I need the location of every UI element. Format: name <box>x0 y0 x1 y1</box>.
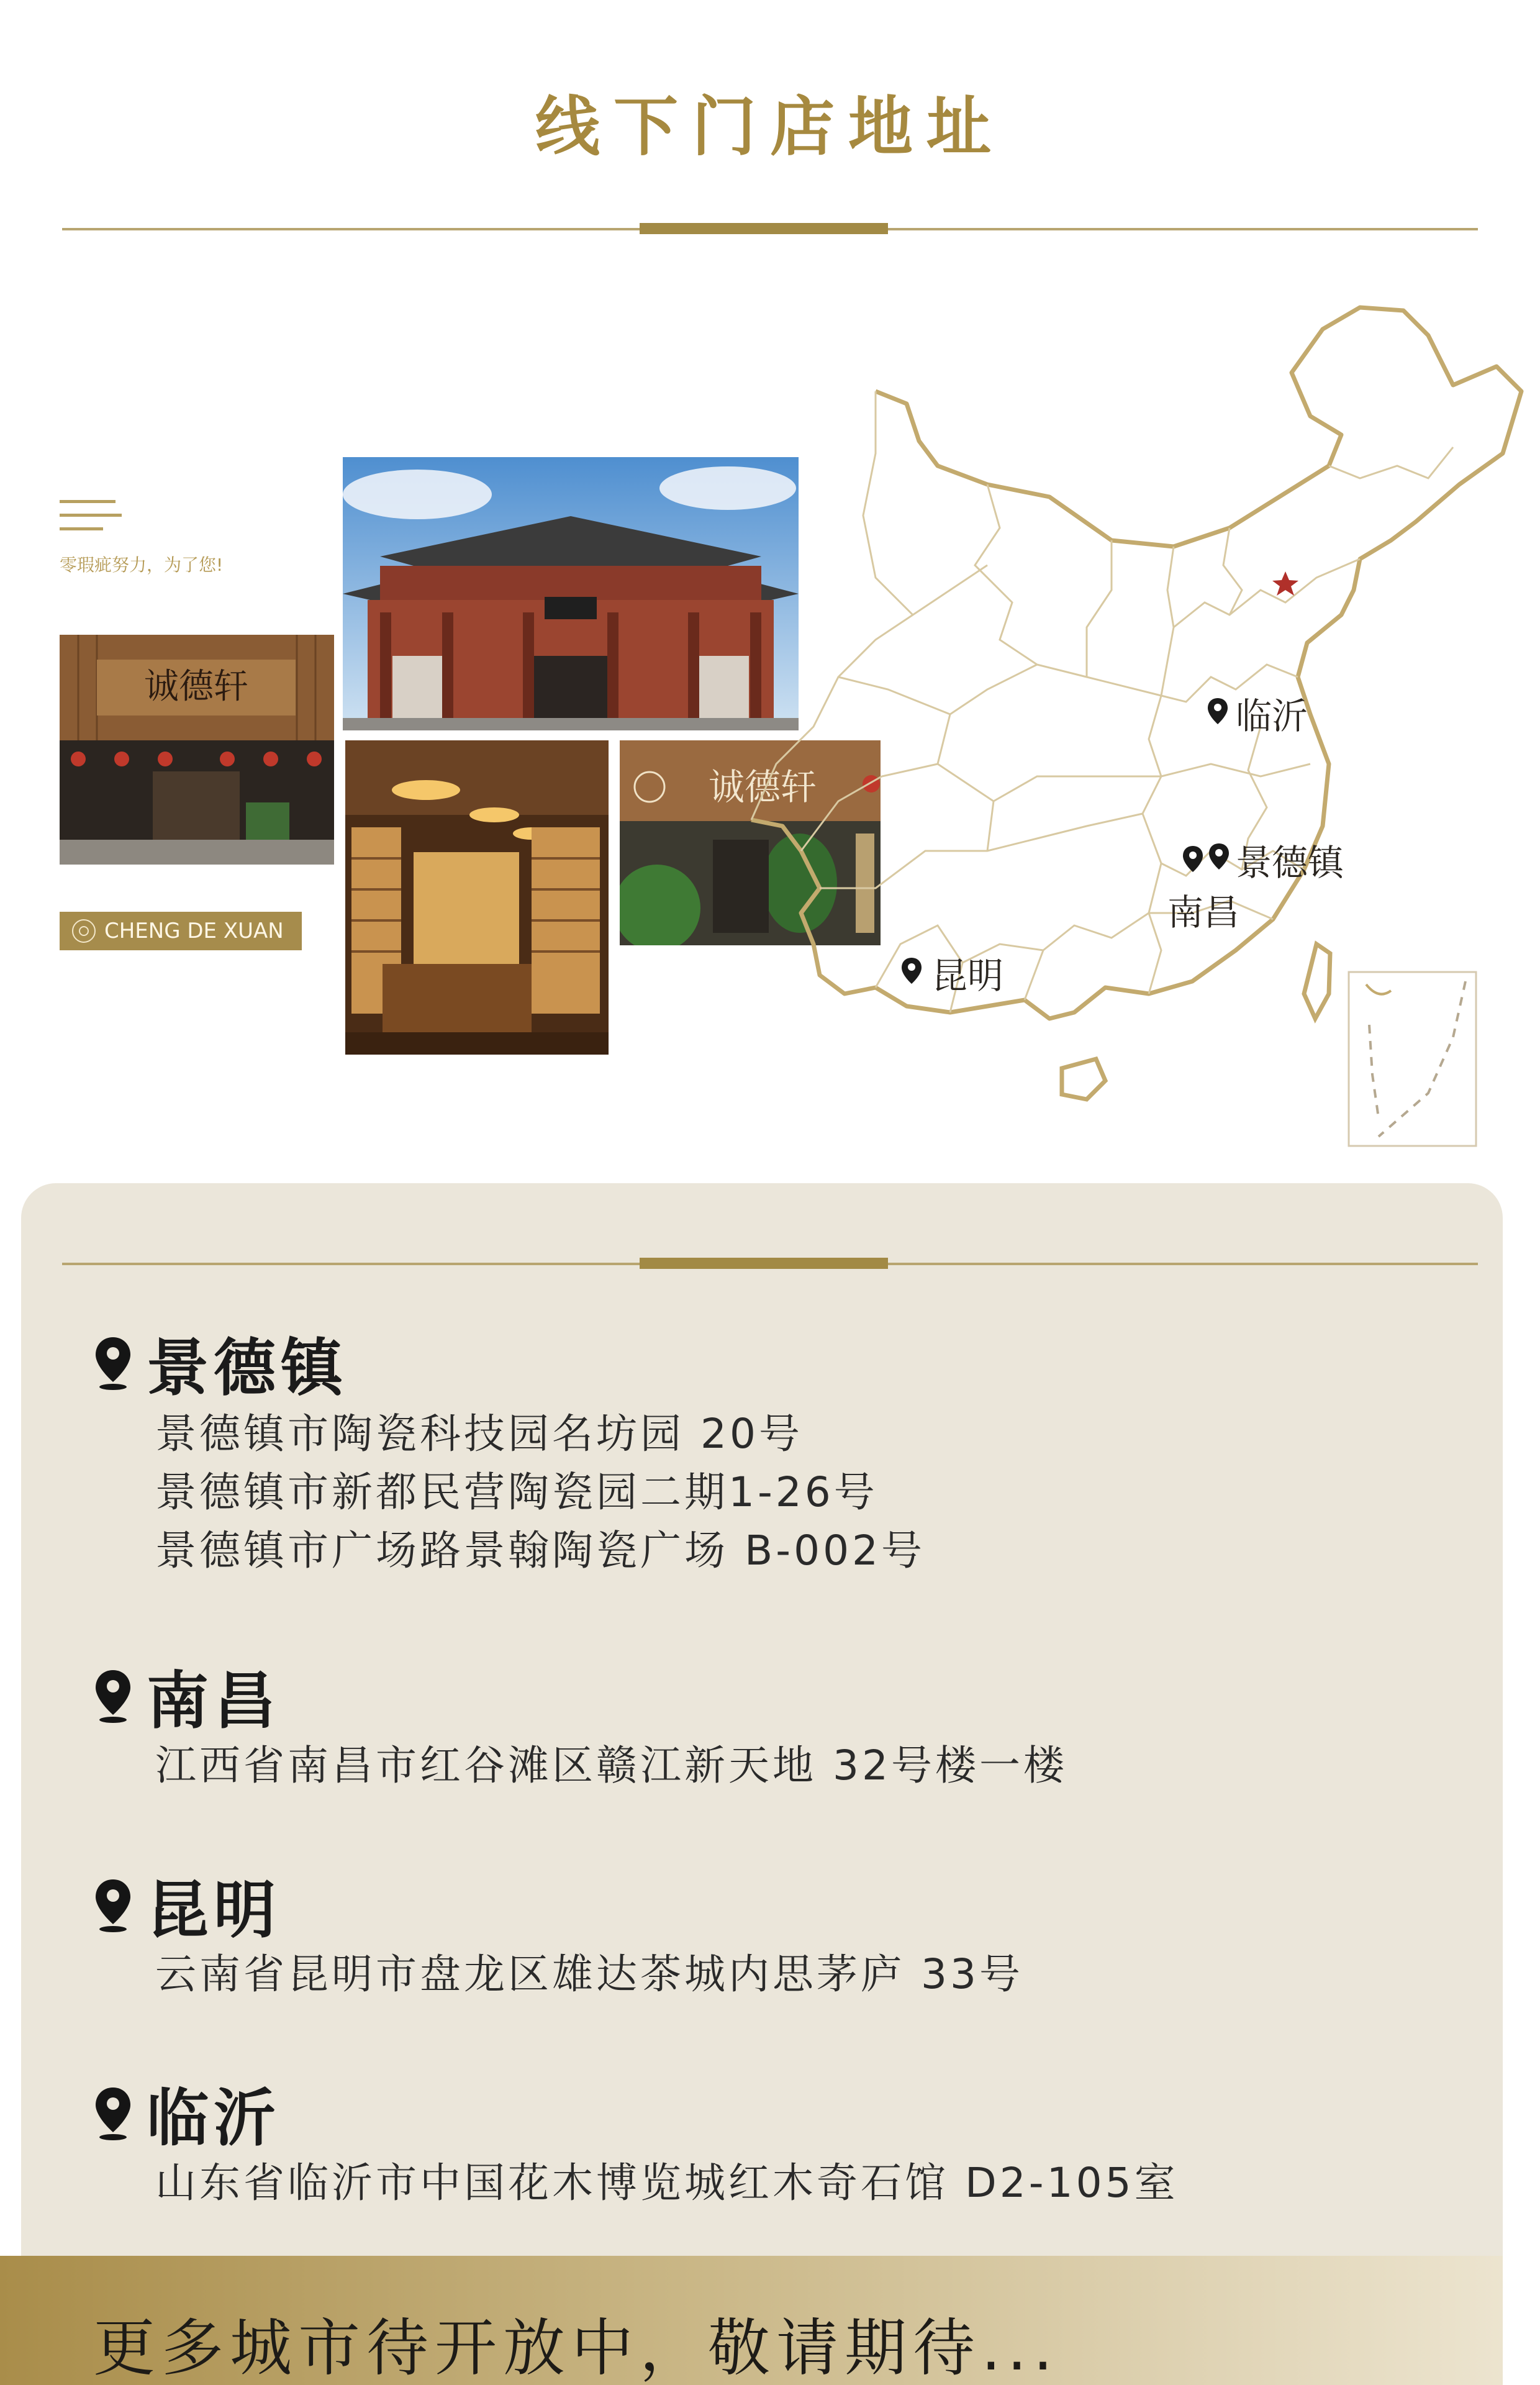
location-pin-icon <box>93 1877 133 1933</box>
store-address: 景德镇市陶瓷科技园名坊园 20号 <box>155 1410 803 1458</box>
city-name: 临沂 <box>147 2082 281 2155</box>
store-city-linyi <box>93 2068 281 2158</box>
china-store-map <box>615 292 1534 1168</box>
store-city-jingdezhen <box>93 1318 348 1407</box>
location-pin-icon <box>93 1668 133 1724</box>
south-china-sea-inset <box>1349 972 1476 1146</box>
brand-logo-icon <box>72 919 96 943</box>
store-address: 山东省临沂市中国花木博览城红木奇石馆 D2-105室 <box>155 2159 1179 2207</box>
panel-divider-accent <box>640 1258 888 1269</box>
taiwan-island <box>1304 944 1330 1019</box>
city-name: 南昌 <box>147 1665 281 1737</box>
city-name: 景德镇 <box>147 1332 348 1404</box>
map-label-linyi: 临沂 <box>1236 695 1308 737</box>
store-city-kunming <box>93 1860 281 1950</box>
storefront-photo <box>60 635 334 865</box>
brand-tagline: 零瑕疵努力，为了您! <box>60 555 224 575</box>
store-address: 江西省南昌市红谷滩区赣江新天地 32号楼一楼 <box>155 1742 1067 1789</box>
store-address: 景德镇市新都民营陶瓷园二期1-26号 <box>155 1468 878 1516</box>
brand-name: CHENG DE XUAN <box>104 919 284 943</box>
map-label-nanchang: 南昌 <box>1167 891 1240 934</box>
footer-message: 更多城市待开放中，敬请期待... <box>93 2312 1059 2384</box>
nanchang-pin-icon <box>1182 845 1204 874</box>
map-label-kunming: 昆明 <box>931 955 1004 997</box>
china-border <box>751 307 1521 1019</box>
beijing-star-icon <box>1272 571 1298 596</box>
map-label-jingdezhen: 景德镇 <box>1236 842 1344 884</box>
top-divider-accent <box>640 223 888 234</box>
store-address: 云南省昆明市盘龙区雄达茶城内思茅庐 33号 <box>155 1950 1023 1998</box>
jingdezhen-pin-icon <box>1208 842 1230 872</box>
province-borders <box>751 391 1453 1012</box>
linyi-pin-icon <box>1207 697 1229 727</box>
hainan-island <box>1062 1059 1105 1099</box>
page-title: 线下门店地址 <box>535 89 1005 165</box>
kunming-pin-icon <box>900 956 923 986</box>
city-name: 昆明 <box>147 1874 281 1947</box>
store-city-nanchang <box>93 1651 281 1740</box>
china-outline-map <box>615 292 1534 1168</box>
menu-lines-icon <box>60 500 122 537</box>
storefront-sign-text: 诚德轩 <box>144 666 248 707</box>
store-address: 景德镇市广场路景翰陶瓷广场 B-002号 <box>155 1527 926 1574</box>
location-pin-icon <box>93 1335 133 1391</box>
shopfront-sign-text: 诚德轩 <box>708 766 817 808</box>
brand-badge <box>60 912 302 950</box>
showroom-interior-photo <box>345 740 609 1055</box>
location-pin-icon <box>93 2085 133 2141</box>
